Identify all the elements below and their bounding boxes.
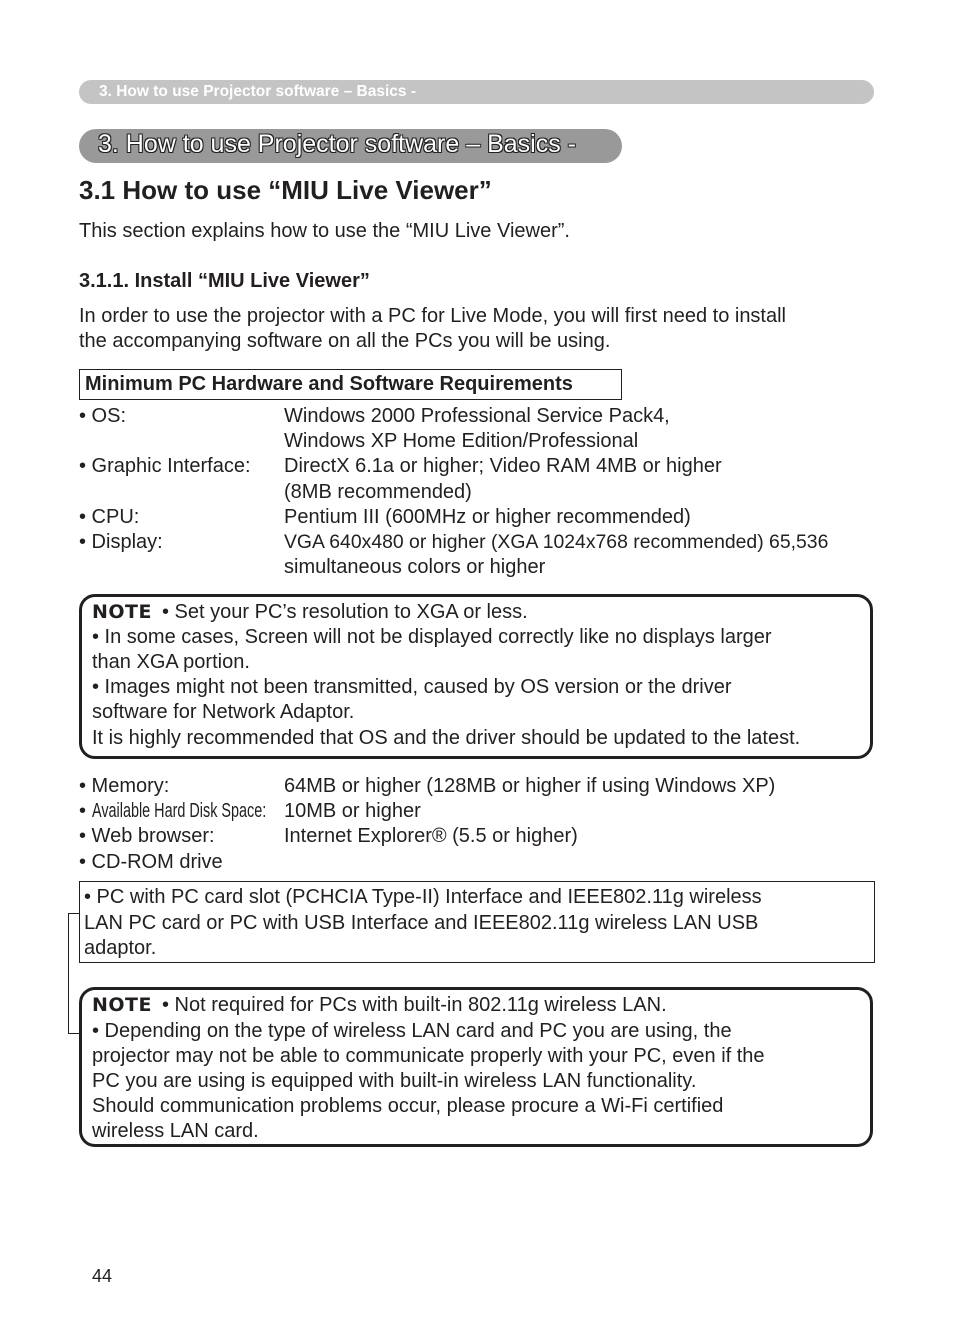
cpu-value: Pentium III (600MHz or higher recommended) <box>284 506 691 528</box>
display-value-line1: VGA 640x480 or higher (XGA 1024x768 recommended) 65,536 <box>284 531 829 553</box>
bracket-connector-top <box>68 913 79 914</box>
disk-value: 10MB or higher <box>284 800 421 822</box>
requirements-heading-box <box>79 369 622 400</box>
page-number: 44 <box>92 1266 113 1286</box>
os-value-line2: Windows XP Home Edition/Professional <box>284 430 639 452</box>
display-value-line2: simultaneous colors or higher <box>284 556 546 578</box>
memory-label: • Memory: <box>79 775 170 797</box>
wireless-line2: LAN PC card or PC with USB Interface and IEEE802.11g wireless LAN USB <box>84 911 759 934</box>
note2-line6: wireless LAN card. <box>92 1120 259 1142</box>
bracket-connector-bottom <box>68 1033 79 1034</box>
note2-line5: Should communication problems occur, please procure a Wi-Fi certified <box>92 1095 724 1117</box>
cdrom-label: • CD-ROM drive <box>79 851 223 873</box>
disk-label-text: Available Hard Disk Space: <box>91 800 266 822</box>
note1-line2: • In some cases, Screen will not be displayed correctly like no displays larger <box>92 626 772 648</box>
display-label: • Display: <box>79 531 163 553</box>
chapter-title-banner <box>79 129 622 163</box>
note-box-resolution <box>79 594 873 759</box>
section-title: 3.1 How to use “MIU Live Viewer” <box>79 175 492 205</box>
note2-line1-text: • Not required for PCs with built-in 802.11g wireless LAN. <box>162 994 667 1016</box>
browser-value: Internet Explorer® (5.5 or higher) <box>284 825 578 847</box>
note2-line3: projector may not be able to communicate properly with your PC, even if the <box>92 1045 765 1067</box>
chapter-title: 3. How to use Projector software – Basics - <box>98 130 576 158</box>
note2-line1 <box>92 993 667 1018</box>
bracket-connector-line <box>68 913 69 1034</box>
running-header <box>79 80 874 104</box>
note1-line1-text: • Set your PC’s resolution to XGA or less. <box>162 601 528 623</box>
disk-bullet: • <box>79 800 87 822</box>
subsection-para-line1: In order to use the projector with a PC for Live Mode, you will first need to install <box>79 305 787 327</box>
note2-line2: • Depending on the type of wireless LAN card and PC you are using, the <box>92 1020 732 1042</box>
note-tag: NOTE <box>92 994 152 1016</box>
browser-label: • Web browser: <box>79 825 215 847</box>
wireless-line3: adaptor. <box>84 937 157 959</box>
note-box-wireless <box>79 987 873 1147</box>
wireless-line1: • PC with PC card slot (PCHCIA Type-II) Interface and IEEE802.11g wireless <box>84 886 762 908</box>
os-label: • OS: <box>79 405 127 427</box>
os-value-line1: Windows 2000 Professional Service Pack4, <box>284 405 670 427</box>
subsection-para-line2: the accompanying software on all the PCs you will be using. <box>79 330 611 352</box>
memory-value: 64MB or higher (128MB or higher if using Windows XP) <box>284 775 776 797</box>
wireless-requirement-text <box>84 885 762 962</box>
note1-line5: software for Network Adaptor. <box>92 701 355 723</box>
running-header-text: 3. How to use Projector software – Basics - <box>99 83 416 100</box>
graphic-value-line1: DirectX 6.1a or higher; Video RAM 4MB or higher <box>284 455 722 477</box>
note1-line6: It is highly recommended that OS and the driver should be updated to the latest. <box>92 727 801 749</box>
graphic-value-line2: (8MB recommended) <box>284 481 472 503</box>
note2-line4: PC you are using is equipped with built-in wireless LAN functionality. <box>92 1070 697 1092</box>
subsection-title: 3.1.1. Install “MIU Live Viewer” <box>79 270 370 292</box>
graphic-label: • Graphic Interface: <box>79 455 251 477</box>
note1-line3: than XGA portion. <box>92 651 250 673</box>
section-intro: This section explains how to use the “MIU Live Viewer”. <box>79 220 570 242</box>
note1-line4: • Images might not been transmitted, caused by OS version or the driver <box>92 676 732 698</box>
wireless-requirement-box <box>79 881 875 963</box>
note-tag: NOTE <box>92 601 152 623</box>
cpu-label: • CPU: <box>79 506 140 528</box>
note1-line1 <box>92 600 528 625</box>
requirements-heading: Minimum PC Hardware and Software Requirements <box>85 373 573 395</box>
